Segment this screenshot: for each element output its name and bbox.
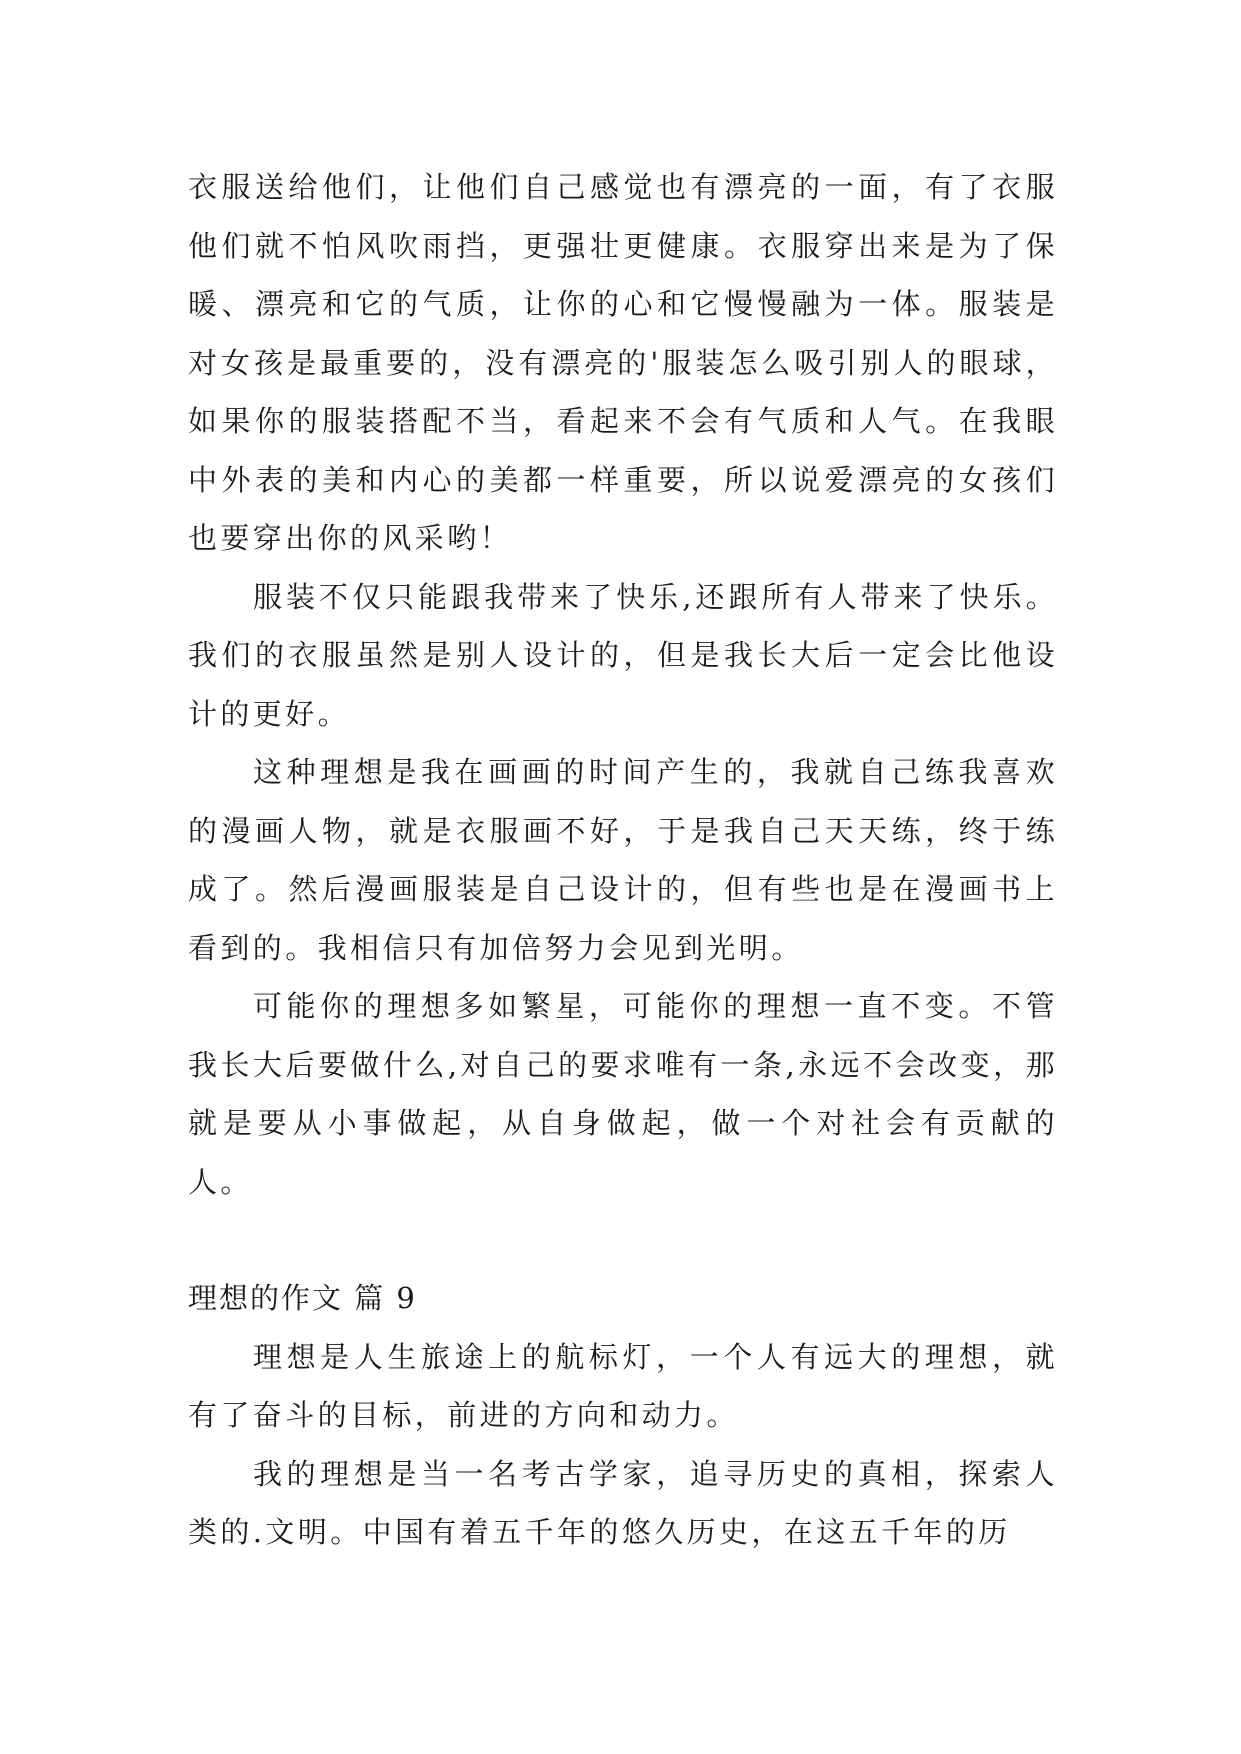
paragraph-3: 这种理想是我在画画的时间产生的，我就自己练我喜欢的漫画人物，就是衣服画不好，于是我自己天天练，终于练成了。然后漫画服装是自己设计的，但有些也是在漫画书上看到的。我相信只有加倍努力会见到光明。 (188, 755, 1058, 965)
paragraph-2: 服装不仅只能跟我带来了快乐,还跟所有人带来了快乐。我们的衣服虽然是别人设计的，但是我长大后一定会比他设计的更好。 (188, 579, 1058, 731)
paragraph-1: 衣服送给他们，让他们自己感觉也有漂亮的一面，有了衣服他们就不怕风吹雨挡，更强壮更健康。衣服穿出来是为了保暖、漂亮和它的气质，让你的心和它慢慢融为一体。服装是对女孩是最重要的，没有漂亮的'服装怎么吸引别人的眼球，如果你的服装搭配不当，看起来不会有气质和人气。在我眼中外表的美和内心的美都一样重要，所以说爱漂亮的女孩们也要穿出你的风采哟！ (188, 170, 1058, 555)
paragraph-4: 可能你的理想多如繁星，可能你的理想一直不变。不管我长大后要做什么,对自己的要求唯有一条,永远不会改变，那就是要从小事做起，从自身做起，做一个对社会有贡献的人。 (188, 989, 1058, 1199)
section-heading: 理想的作文 篇 9 (188, 1281, 417, 1315)
paragraph-6: 我的理想是当一名考古学家，追寻历史的真相，探索人类的.文明。中国有着五千年的悠久历史，在这五千年的历 (188, 1456, 1058, 1549)
paragraph-5: 理想是人生旅途上的航标灯，一个人有远大的理想，就有了奋斗的目标，前进的方向和动力。 (188, 1339, 1058, 1432)
document-body (188, 158, 1058, 1562)
